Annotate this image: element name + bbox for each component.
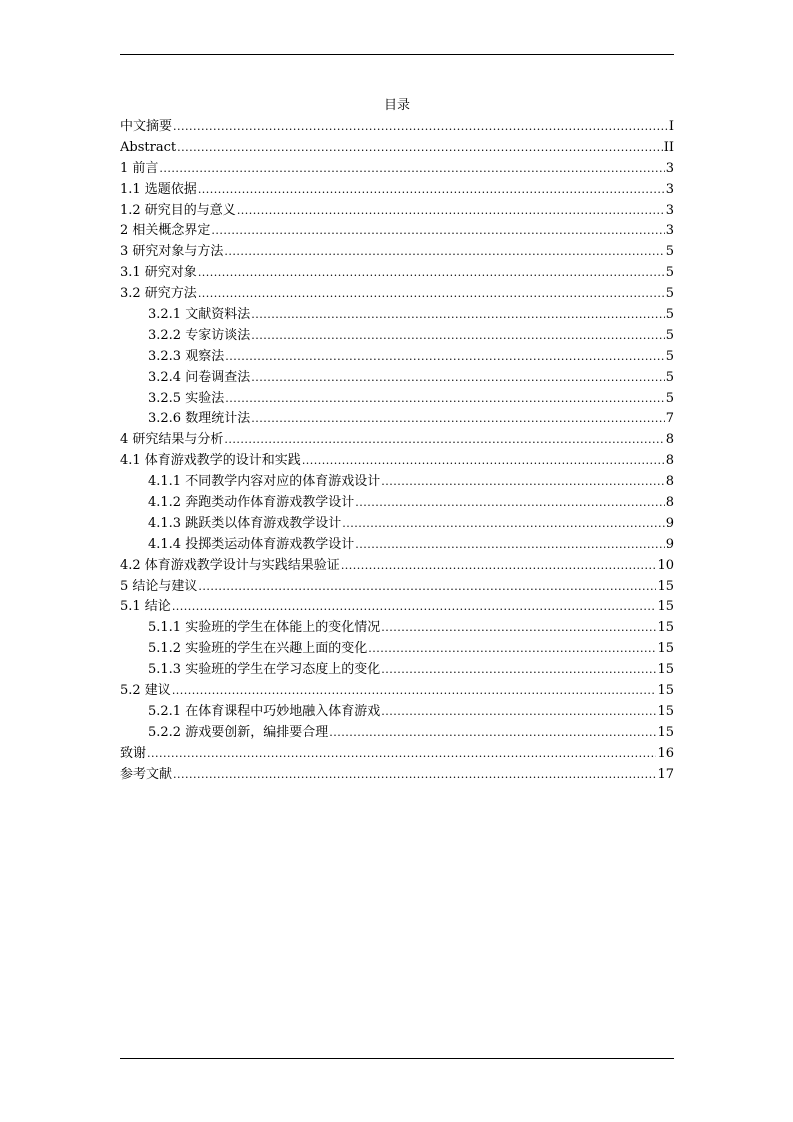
toc-entry[interactable]	[120, 535, 674, 556]
toc-entry[interactable]	[120, 702, 674, 723]
toc-dot-leader	[224, 242, 664, 263]
toc-dot-leader	[381, 472, 665, 493]
toc-entry[interactable]	[120, 221, 674, 242]
toc-entry[interactable]	[120, 556, 674, 577]
toc-dot-leader	[211, 221, 664, 242]
toc-page-number: 16	[657, 745, 674, 761]
toc-page-number: 5	[665, 327, 674, 343]
toc-page-number: 8	[665, 474, 674, 490]
toc-entry[interactable]	[120, 639, 674, 660]
toc-entry[interactable]	[120, 368, 674, 389]
toc-entry[interactable]	[120, 326, 674, 347]
toc-page-number: 15	[657, 599, 674, 615]
toc-entry-text: 5.2 建议	[120, 683, 171, 699]
toc-entry-text: 5.2.2 游戏要创新，编排要合理	[148, 724, 329, 740]
toc-dot-leader	[355, 493, 665, 514]
toc-page-number: 8	[665, 495, 674, 511]
toc-entry[interactable]	[120, 618, 674, 639]
toc-page-number: 15	[657, 641, 674, 657]
toc-page-number: 15	[657, 620, 674, 636]
toc-page-number: 15	[657, 703, 674, 719]
toc-dot-leader	[172, 597, 657, 618]
toc-entry-text: 3.2.5 实验法	[148, 390, 225, 406]
toc-dot-leader	[198, 284, 665, 305]
toc-entry[interactable]	[120, 430, 674, 451]
toc-dot-leader	[225, 389, 665, 410]
toc-page-number: 15	[657, 578, 674, 594]
toc-entry[interactable]	[120, 409, 674, 430]
toc-dot-leader	[198, 263, 665, 284]
toc-entry-text: 2 相关概念界定	[120, 223, 211, 239]
toc-dot-leader	[147, 744, 656, 765]
toc-page-number: 5	[665, 265, 674, 281]
toc-dot-leader	[251, 368, 665, 389]
toc-page-number: II	[663, 139, 674, 155]
toc-page-number: 8	[665, 432, 674, 448]
toc-page-number: 5	[665, 390, 674, 406]
toc-entry-text: 致谢	[120, 745, 147, 761]
footer-rule	[120, 1058, 674, 1059]
table-of-contents	[120, 117, 674, 786]
toc-entry-text: 4.1.4 投掷类运动体育游戏教学设计	[148, 536, 355, 552]
toc-page-number: 3	[665, 181, 674, 197]
toc-dot-leader	[381, 702, 656, 723]
toc-entry-text: 3.1 研究对象	[120, 265, 197, 281]
toc-entry[interactable]	[120, 681, 674, 702]
toc-dot-leader	[237, 201, 665, 222]
toc-entry[interactable]	[120, 242, 674, 263]
toc-entry[interactable]	[120, 577, 674, 598]
header-rule	[120, 54, 674, 55]
toc-dot-leader	[251, 409, 665, 430]
toc-entry-text: 3 研究对象与方法	[120, 244, 224, 260]
toc-entry[interactable]	[120, 263, 674, 284]
toc-entry[interactable]	[120, 723, 674, 744]
toc-entry-text: 5.2.1 在体育课程中巧妙地融入体育游戏	[148, 703, 381, 719]
toc-page-number: 10	[657, 557, 674, 573]
toc-entry[interactable]	[120, 284, 674, 305]
toc-entry[interactable]	[120, 765, 674, 786]
toc-entry-text: 5.1.1 实验班的学生在体能上的变化情况	[148, 620, 381, 636]
toc-page-number: 17	[657, 766, 674, 782]
toc-dot-leader	[341, 556, 657, 577]
toc-page-number: 5	[665, 348, 674, 364]
toc-dot-leader	[302, 451, 665, 472]
toc-dot-leader	[159, 159, 664, 180]
toc-dot-leader	[368, 639, 656, 660]
toc-page-number: 15	[657, 683, 674, 699]
toc-entry[interactable]	[120, 201, 674, 222]
toc-entry-text: 3.2.6 数理统计法	[148, 411, 251, 427]
toc-entry-text: Abstract	[120, 139, 177, 155]
toc-entry-text: 4.1.2 奔跑类动作体育游戏教学设计	[148, 495, 355, 511]
toc-dot-leader	[381, 618, 656, 639]
toc-dot-leader	[329, 723, 656, 744]
toc-entry-text: 5.1.3 实验班的学生在学习态度上的变化	[148, 662, 381, 678]
toc-entry-text: 参考文献	[120, 766, 173, 782]
toc-dot-leader	[251, 326, 665, 347]
toc-entry-text: 4.1.1 不同教学内容对应的体育游戏设计	[148, 474, 381, 490]
toc-page-number: 3	[665, 202, 674, 218]
toc-entry-text: 5 结论与建议	[120, 578, 198, 594]
toc-entry-text: 1.2 研究目的与意义	[120, 202, 236, 218]
toc-entry[interactable]	[120, 180, 674, 201]
toc-page-number: 3	[665, 223, 674, 239]
toc-dot-leader	[381, 660, 656, 681]
toc-dot-leader	[225, 347, 665, 368]
toc-entry[interactable]	[120, 117, 674, 138]
toc-entry-text: 4 研究结果与分析	[120, 432, 224, 448]
toc-title: 目录	[383, 98, 410, 113]
toc-page-number: 9	[665, 515, 674, 531]
toc-page-number: 5	[665, 286, 674, 302]
toc-entry[interactable]	[120, 305, 674, 326]
toc-page-number: 5	[665, 244, 674, 260]
toc-dot-leader	[177, 138, 663, 159]
toc-entry-text: 4.2 体育游戏教学设计与实践结果验证	[120, 557, 340, 573]
toc-entry-text: 1.1 选题依据	[120, 181, 197, 197]
toc-entry[interactable]	[120, 472, 674, 493]
toc-entry-text: 中文摘要	[120, 119, 173, 134]
toc-entry-text: 4.1.3 跳跃类以体育游戏教学设计	[148, 515, 342, 531]
toc-dot-leader	[173, 117, 668, 138]
toc-dot-leader	[342, 514, 665, 535]
toc-dot-leader	[224, 430, 664, 451]
toc-page-number: 5	[665, 307, 674, 323]
toc-dot-leader	[173, 765, 656, 786]
toc-entry[interactable]	[120, 493, 674, 514]
toc-entry-text: 5.1.2 实验班的学生在兴趣上面的变化	[148, 641, 368, 657]
toc-entry-text: 3.2.3 观察法	[148, 348, 225, 364]
toc-entry[interactable]	[120, 597, 674, 618]
toc-entry[interactable]	[120, 159, 674, 180]
toc-entry-text: 3.2 研究方法	[120, 286, 197, 302]
toc-dot-leader	[251, 305, 665, 326]
toc-dot-leader	[172, 681, 657, 702]
toc-page-number: 15	[657, 724, 674, 740]
toc-entry[interactable]	[120, 347, 674, 368]
toc-entry-text: 3.2.4 问卷调查法	[148, 369, 251, 385]
toc-entry-text: 3.2.1 文献资料法	[148, 307, 251, 323]
toc-entry[interactable]	[120, 744, 674, 765]
toc-entry-text: 1 前言	[120, 160, 159, 176]
toc-page-number: 7	[665, 411, 674, 427]
toc-entry[interactable]	[120, 514, 674, 535]
toc-entry-text: 3.2.2 专家访谈法	[148, 327, 251, 343]
toc-page-number: I	[668, 119, 674, 134]
toc-entry[interactable]	[120, 138, 674, 159]
toc-dot-leader	[198, 577, 656, 598]
toc-page-number: 8	[665, 453, 674, 469]
toc-page-number: 15	[657, 662, 674, 678]
toc-entry[interactable]	[120, 389, 674, 410]
toc-page-number: 5	[665, 369, 674, 385]
toc-entry[interactable]	[120, 660, 674, 681]
toc-entry-text: 4.1 体育游戏教学的设计和实践	[120, 453, 301, 469]
toc-entry-text: 5.1 结论	[120, 599, 171, 615]
toc-dot-leader	[198, 180, 665, 201]
toc-page-number: 3	[665, 160, 674, 176]
toc-entry[interactable]	[120, 451, 674, 472]
toc-dot-leader	[355, 535, 665, 556]
toc-page-number: 9	[665, 536, 674, 552]
